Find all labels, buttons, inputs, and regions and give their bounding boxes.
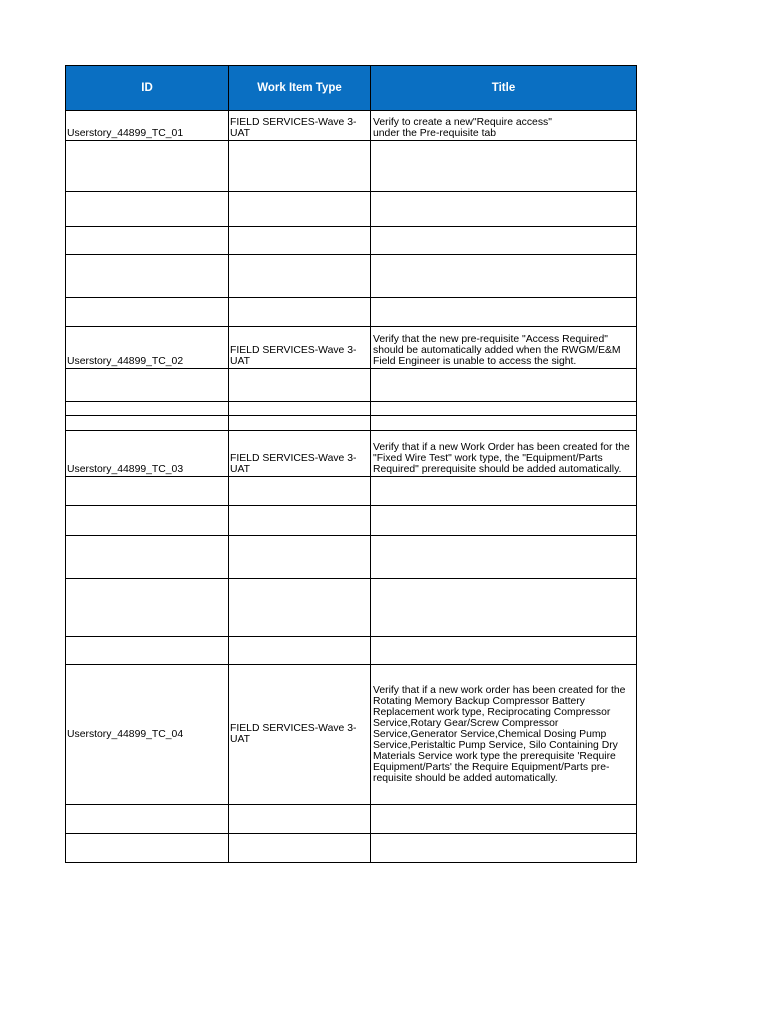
id-cell xyxy=(66,141,229,192)
title-cell xyxy=(371,805,637,834)
id-cell xyxy=(66,416,229,431)
table-row xyxy=(66,402,637,416)
id-cell xyxy=(66,834,229,863)
work-item-type-cell xyxy=(229,369,371,402)
title-cell: Verify that if a new Work Order has been created for the "Fixed Wire Test" work type, the "Equipment/Parts Required" prerequisite should be added automatically. xyxy=(371,431,637,477)
work-item-type-cell: FIELD SERVICES-Wave 3-UAT xyxy=(229,431,371,477)
table-row xyxy=(66,637,637,665)
id-cell xyxy=(66,477,229,506)
id-cell: Userstory_44899_TC_01 xyxy=(66,111,229,141)
id-cell xyxy=(66,506,229,536)
id-cell xyxy=(66,192,229,227)
title-cell xyxy=(371,402,637,416)
table-row xyxy=(66,192,637,227)
id-cell: Userstory_44899_TC_03 xyxy=(66,431,229,477)
work-item-type-cell xyxy=(229,227,371,255)
work-item-type-cell xyxy=(229,536,371,579)
table-row xyxy=(66,141,637,192)
id-cell xyxy=(66,805,229,834)
id-cell xyxy=(66,579,229,637)
title-cell xyxy=(371,192,637,227)
column-header-title: Title xyxy=(371,66,637,111)
table-row xyxy=(66,369,637,402)
table-row xyxy=(66,579,637,637)
title-cell xyxy=(371,298,637,327)
work-item-type-cell: FIELD SERVICES-Wave 3-UAT xyxy=(229,327,371,369)
table-row xyxy=(66,834,637,863)
work-item-type-cell xyxy=(229,834,371,863)
id-cell xyxy=(66,536,229,579)
work-item-type-cell xyxy=(229,477,371,506)
title-cell xyxy=(371,579,637,637)
table-row xyxy=(66,536,637,579)
table-row xyxy=(66,416,637,431)
title-cell xyxy=(371,369,637,402)
column-header-work-item-type: Work Item Type xyxy=(229,66,371,111)
table-row xyxy=(66,255,637,298)
title-cell xyxy=(371,506,637,536)
column-header-id: ID xyxy=(66,66,229,111)
table-row xyxy=(66,665,637,805)
id-cell xyxy=(66,227,229,255)
title-cell: Verify to create a new"Require access" under the Pre-requisite tab xyxy=(371,111,637,141)
header-row xyxy=(66,66,637,111)
work-item-type-cell xyxy=(229,579,371,637)
work-item-type-cell xyxy=(229,637,371,665)
title-cell xyxy=(371,477,637,506)
work-item-type-cell xyxy=(229,141,371,192)
title-cell xyxy=(371,141,637,192)
title-cell xyxy=(371,536,637,579)
id-cell xyxy=(66,298,229,327)
work-item-type-cell xyxy=(229,506,371,536)
table-row xyxy=(66,506,637,536)
id-cell xyxy=(66,402,229,416)
work-item-type-cell xyxy=(229,416,371,431)
table-row xyxy=(66,477,637,506)
id-cell xyxy=(66,369,229,402)
id-cell: Userstory_44899_TC_04 xyxy=(66,665,229,805)
table-row xyxy=(66,298,637,327)
table-row xyxy=(66,111,637,141)
title-cell xyxy=(371,255,637,298)
work-item-type-cell xyxy=(229,402,371,416)
title-cell xyxy=(371,637,637,665)
table-row xyxy=(66,227,637,255)
work-item-type-cell xyxy=(229,255,371,298)
title-cell: Verify that if a new work order has been created for the Rotating Memory Backup Compressor Battery Replacement work type, Reciprocating Compressor Service,Rotary Gear/Screw Compressor Service,Generator Service,Chemical Dosing Pump Service,Peristaltic Pump Service, Silo Containing Dry Materials Service work type the prerequisite 'Require Equipment/Parts' the Require Equipment/Parts pre-requisite should be added automatically. xyxy=(371,665,637,805)
table-row xyxy=(66,327,637,369)
id-cell xyxy=(66,255,229,298)
work-item-type-cell: FIELD SERVICES-Wave 3-UAT xyxy=(229,665,371,805)
work-item-type-cell xyxy=(229,192,371,227)
title-cell xyxy=(371,834,637,863)
test-case-table xyxy=(65,65,637,863)
table-row xyxy=(66,431,637,477)
title-cell xyxy=(371,416,637,431)
id-cell: Userstory_44899_TC_02 xyxy=(66,327,229,369)
id-cell xyxy=(66,637,229,665)
title-cell: Verify that the new pre-requisite "Access Required" should be automatically added when the RWGM/E&M Field Engineer is unable to access the sight. xyxy=(371,327,637,369)
work-item-type-cell xyxy=(229,298,371,327)
table-row xyxy=(66,805,637,834)
work-item-type-cell xyxy=(229,805,371,834)
work-item-type-cell: FIELD SERVICES-Wave 3-UAT xyxy=(229,111,371,141)
title-cell xyxy=(371,227,637,255)
